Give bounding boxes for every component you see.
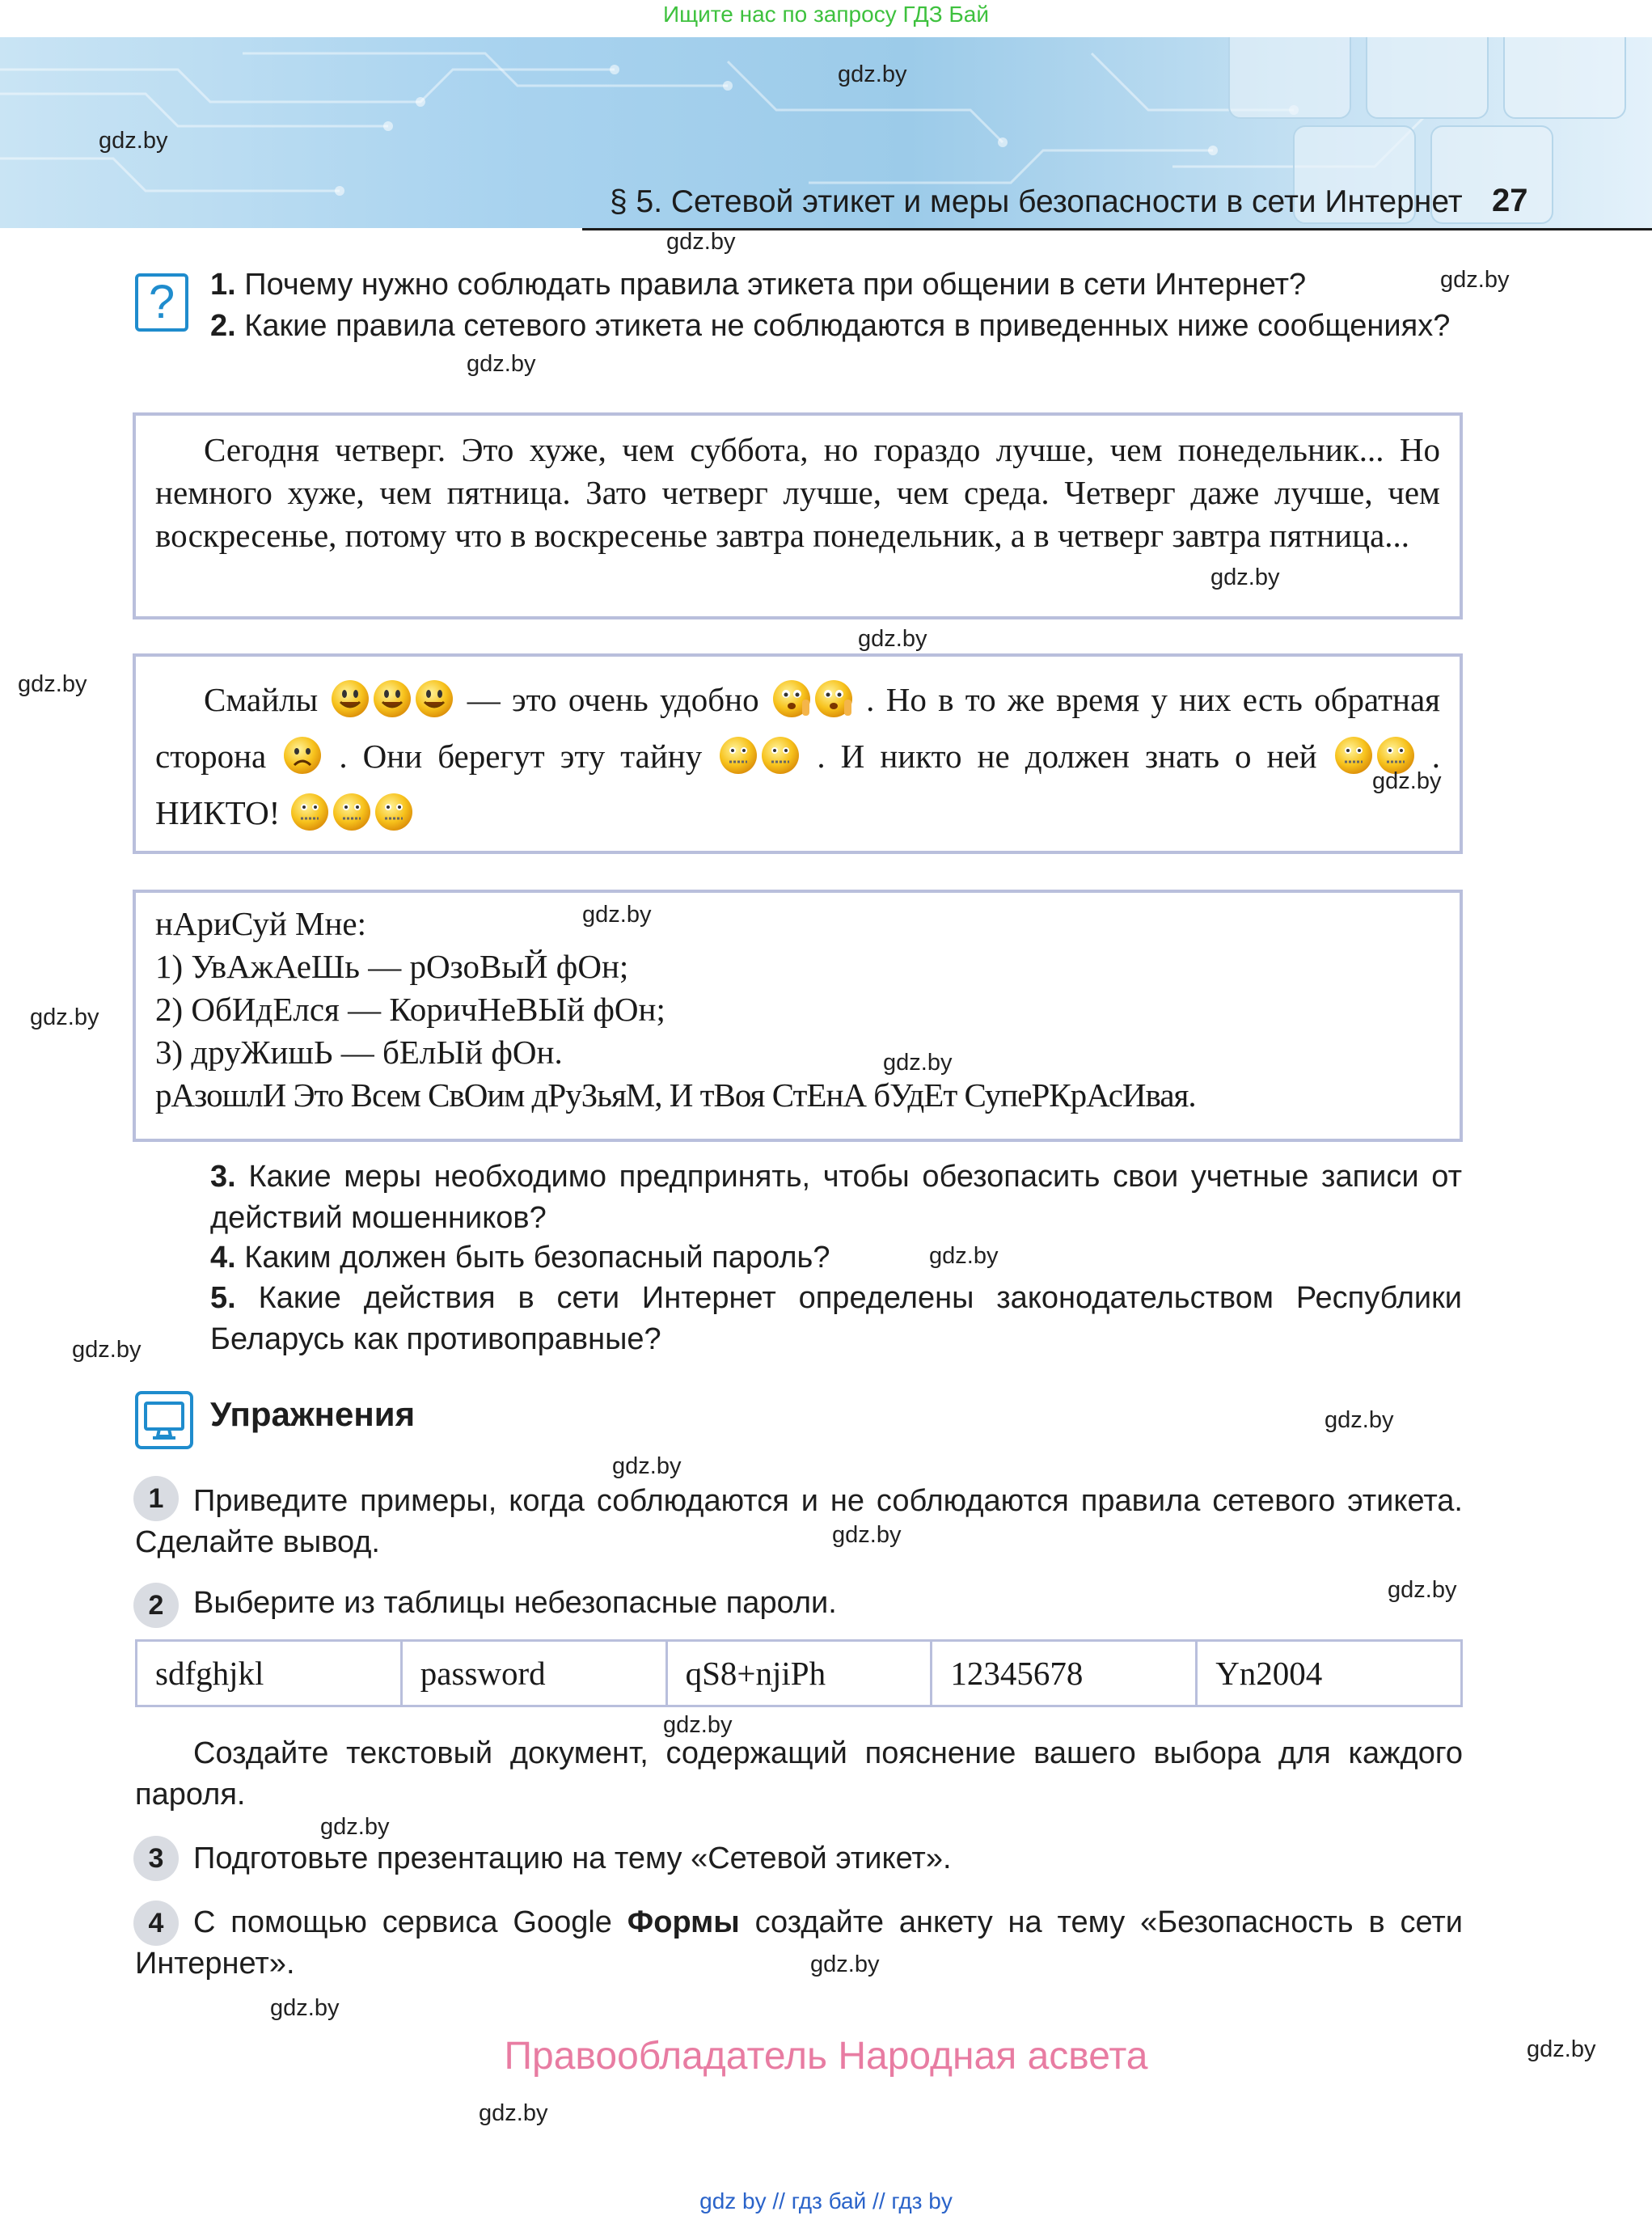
message-line: 2) ОбИдЕлся — КоричНеВЫй фОн;: [155, 991, 665, 1028]
zipped-emoji-icon: [760, 735, 801, 776]
exercise-number-badge: 2: [133, 1583, 179, 1628]
exercise-number-badge: 1: [133, 1476, 179, 1521]
service-name: Формы: [627, 1905, 740, 1939]
watermark: gdz.by: [270, 1995, 340, 2021]
watermark: gdz.by: [810, 1951, 880, 1977]
top-search-link[interactable]: Ищите нас по запросу ГДЗ Бай: [662, 2, 990, 27]
password-cell: Yn2004: [1197, 1641, 1462, 1706]
watermark: gdz.by: [479, 2100, 548, 2126]
question-text: Какие меры необходимо предпринять, чтобы обезопасить свои учетные записи от действий мошенников?: [210, 1160, 1462, 1235]
exercise-4-text: С помощью сервиса Google Формы создайте анкету на тему «Безопасность в сети Интернет».: [135, 1905, 1464, 1981]
password-cell: password: [401, 1641, 666, 1706]
watermark: gdz.by: [1210, 564, 1280, 590]
password-cell: 12345678: [932, 1641, 1197, 1706]
exercise-2-followup: Создайте текстовый документ, содержащий пояснение вашего выбора для каждого пароля.: [135, 1736, 1463, 1812]
page-number: 27: [1492, 183, 1528, 218]
watermark: gdz.by: [612, 1453, 682, 1479]
watermark: gdz.by: [1388, 1577, 1457, 1603]
footer-links[interactable]: gdz by // гдз бай // гдз by: [699, 2188, 953, 2213]
watermark: gdz.by: [858, 626, 927, 652]
watermark: gdz.by: [1527, 2036, 1596, 2062]
question-text: Каким должен быть безопасный пароль?: [244, 1241, 830, 1275]
monitor-icon: [135, 1391, 193, 1449]
watermark: gdz.by: [832, 1522, 902, 1548]
zipped-emoji-icon: [289, 792, 330, 832]
watermark: gdz.by: [666, 229, 736, 255]
message-line: 3) друЖишЬ — бЕлЫй фОн.: [155, 1034, 563, 1071]
copyright-notice: Правообладатель Народная асвета: [504, 2035, 1148, 2078]
message-text: Сегодня четверг. Это хуже, чем суббота, но гораздо лучше, чем понедельник... Но немного хуже, чем пятница. Зато четверг лучше, чем среда. Четверг даже лучше, чем воскресенье, потому что в воскресенье завтра понедельник, а в четверг завтра пятница...: [155, 431, 1440, 554]
message-line: 1) УвАжАеШь — рОзоВыЙ фОн;: [155, 948, 629, 985]
watermark: gdz.by: [838, 61, 907, 87]
shh-emoji-icon: [813, 679, 854, 719]
shh-emoji-icon: [771, 679, 812, 719]
question-3: [210, 1156, 1462, 1239]
watermark: gdz.by: [582, 902, 652, 928]
zipped-emoji-icon: [332, 792, 372, 832]
watermark: gdz.by: [883, 1050, 953, 1076]
watermark: gdz.by: [72, 1337, 142, 1363]
message-text: Смайлы — это очень удобно . Но в то же время у них есть обратная сторона . Они берегут эту тайну . И никто не должен знать о ней . НИКТО!: [155, 671, 1440, 841]
question-text: Почему нужно соблюдать правила этикета при общении в сети Интернет?: [244, 268, 1307, 302]
exercise-1-text: Приведите примеры, когда соблюдаются и не соблюдаются правила сетевого этикета. Сделайте вывод.: [135, 1484, 1463, 1559]
question-mark-icon: ?: [135, 273, 188, 332]
zipped-emoji-icon: [718, 735, 758, 776]
watermark: gdz.by: [99, 128, 168, 154]
header-rule: [582, 228, 1652, 230]
watermark: gdz.by: [320, 1814, 390, 1840]
smile-emoji-icon: [414, 679, 454, 719]
question-number: 2.: [210, 309, 236, 343]
message-line: рАзошлИ Это Всем СвОим дРуЗьяМ, И тВоя СтЕнА бУдЕт СупеРКрАсИвая.: [155, 1076, 1196, 1114]
smile-emoji-icon: [330, 679, 370, 719]
watermark: gdz.by: [467, 351, 536, 377]
question-number: 4.: [210, 1241, 236, 1275]
watermark: gdz.by: [1325, 1407, 1394, 1433]
zipped-emoji-icon: [374, 792, 414, 832]
exercise-2-text: Выберите из таблицы небезопасные пароли.: [193, 1586, 837, 1620]
watermark: gdz.by: [1372, 768, 1442, 794]
zipped-emoji-icon: [1333, 735, 1374, 776]
question-number: 5.: [210, 1281, 236, 1315]
watermark: gdz.by: [18, 671, 87, 697]
question-text: Какие правила сетевого этикета не соблюдаются в приведенных ниже сообщениях?: [244, 309, 1451, 343]
question-4: [210, 1237, 1462, 1279]
message-line: нАриСуй Мне:: [155, 905, 366, 942]
watermark: gdz.by: [663, 1712, 733, 1738]
table-row: [137, 1641, 1462, 1706]
watermark: gdz.by: [929, 1243, 999, 1269]
question-5: [210, 1278, 1462, 1360]
password-table: [135, 1639, 1463, 1707]
exercise-3-text: Подготовьте презентацию на тему «Сетевой этикет».: [193, 1841, 952, 1875]
question-number: 1.: [210, 268, 236, 302]
chapter-title: § 5. Сетевой этикет и меры безопасности в сети Интернет: [610, 184, 1463, 219]
sad-emoji-icon: [282, 735, 323, 776]
message-box-3: [133, 890, 1463, 1142]
question-1: [210, 264, 1464, 306]
exercises-title: Упражнения: [210, 1395, 416, 1433]
watermark: gdz.by: [1440, 267, 1510, 293]
question-number: 3.: [210, 1160, 236, 1194]
password-cell: sdfghjkl: [137, 1641, 402, 1706]
watermark: gdz.by: [30, 1004, 99, 1030]
password-cell: qS8+njiPh: [666, 1641, 932, 1706]
question-2: [210, 306, 1462, 347]
exercise-number-badge: 4: [133, 1901, 179, 1946]
exercise-number-badge: 3: [133, 1836, 179, 1881]
smile-emoji-icon: [372, 679, 412, 719]
message-box-2: [133, 653, 1463, 854]
question-text: Какие действия в сети Интернет определены законодательством Республики Беларусь как противоправные?: [210, 1281, 1462, 1356]
